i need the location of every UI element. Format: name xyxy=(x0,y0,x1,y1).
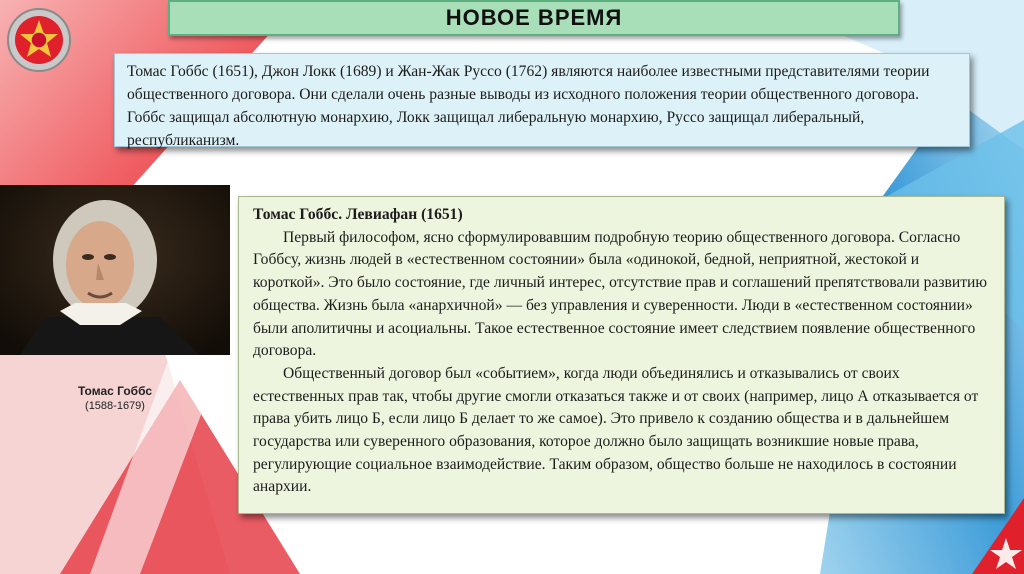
portrait-name: Томас Гоббс xyxy=(77,384,153,398)
main-heading: Томас Гоббс. Левиафан (1651) xyxy=(253,206,463,223)
portrait-dates: (1588-1679) xyxy=(85,400,145,412)
main-paragraph-2: Общественный договор был «событием», когда люди объединялись и отказывались от своих естественных прав так, чтобы другие смогли отказаться также и от своих (например, лицо А отказывается от права убить лицо Б, если лицо Б делает то же самое). Это привело к созданию общества и в дальнейшем государства или суверенного образования, которое должно было защищать возникшие новые права, регулирующие социальное взаимодействие. Таким образом, общество больше не находилось в состоянии анархии. xyxy=(253,364,979,496)
slide-title-bar xyxy=(168,0,900,36)
star-logo-icon xyxy=(962,498,1024,574)
emblem-icon xyxy=(6,4,72,76)
intro-text-box xyxy=(114,53,970,147)
main-text-box xyxy=(238,196,1005,514)
slide-title: НОВОЕ ВРЕМЯ xyxy=(445,5,623,30)
intro-text: Томас Гоббс (1651), Джон Локк (1689) и Жан-Жак Руссо (1762) являются наиболее известными представителями теории общественного договора. Они сделали очень разные выводы из исходного положения теории общественного договора. Гоббс защищал абсолютную монархию, Локк защищал либеральную монархию, Руссо защищал либеральный, республиканизм. xyxy=(127,63,930,149)
portrait-caption xyxy=(40,384,190,412)
hobbes-portrait xyxy=(0,185,230,355)
main-paragraph-1: Первый философом, ясно сформулировавшим подробную теорию общественного договора. Согласно Гоббсу, жизнь людей в «естественном состоянии» была «одинокой, бедной, неприятной, жестокой и короткой». Это было состояние, где личный интерес, отсутствие прав и соглашений препятствовали развитию общества. Жизнь была «анархичной» — без управления и суверенности. Люди в «естественном состоянии» были аполитичны и асоциальны. Такое естественное состояние имеет следствием появление общественного договора. xyxy=(253,228,988,360)
portrait-image xyxy=(0,185,230,355)
